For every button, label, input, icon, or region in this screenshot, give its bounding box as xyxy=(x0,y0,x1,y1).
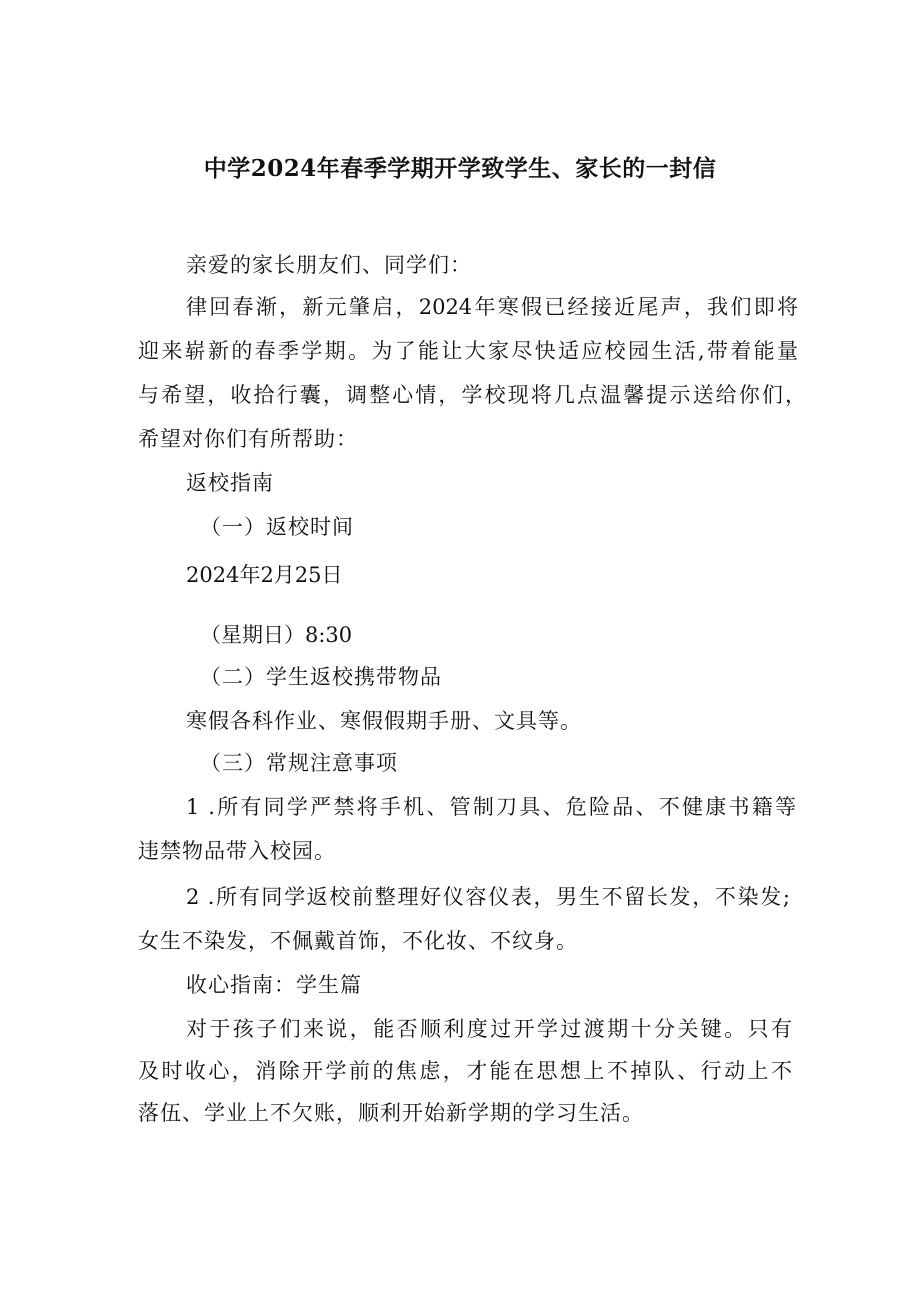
intro-line-4: 希望对你们有所帮助： xyxy=(138,427,358,451)
rule-1-line-1: 1 .所有同学严禁将手机、管制刀具、危险品、不健康书籍等 xyxy=(186,795,796,819)
rule-1-line-2: 违禁物品带入校园。 xyxy=(138,839,336,863)
student-para-line-2: 及时收心，消除开学前的焦虑，才能在思想上不掉队、行动上不 xyxy=(138,1059,792,1083)
subheading-rules: （三）常规注意事项 xyxy=(200,751,398,775)
greeting: 亲爱的家长朋友们、同学们： xyxy=(186,253,472,277)
section-heading-student: 收心指南：学生篇 xyxy=(186,973,362,997)
document-title: 中学2024年春季学期开学致学生、家长的一封信 xyxy=(203,155,717,182)
rule-2-line-2: 女生不染发，不佩戴首饰，不化妆、不纹身。 xyxy=(138,929,578,953)
intro-line-1: 律回春渐，新元肇启，2024年寒假已经接近尾声，我们即将 xyxy=(186,295,798,319)
intro-line-2: 迎来崭新的春季学期。为了能让大家尽快适应校园生活,带着能量 xyxy=(138,339,798,363)
student-para-line-1: 对于孩子们来说，能否顺利度过开学过渡期十分关键。只有 xyxy=(186,1017,792,1041)
subheading-items: （二）学生返校携带物品 xyxy=(200,665,442,689)
student-para-line-3: 落伍、学业上不欠账，顺利开始新学期的学习生活。 xyxy=(138,1101,644,1125)
section-heading-return: 返校指南 xyxy=(186,471,274,495)
rule-2-line-1: 2 .所有同学返校前整理好仪容仪表，男生不留长发，不染发; xyxy=(186,885,790,909)
subheading-return-time: （一）返校时间 xyxy=(200,515,354,539)
intro-line-3: 与希望，收拾行囊，调整心情，学校现将几点温馨提示送给你们， xyxy=(138,383,806,407)
items-text: 寒假各科作业、寒假假期手册、文具等。 xyxy=(186,709,582,733)
return-time: （星期日）8:30 xyxy=(200,623,353,647)
return-date: 2024年2月25日 xyxy=(186,563,343,587)
